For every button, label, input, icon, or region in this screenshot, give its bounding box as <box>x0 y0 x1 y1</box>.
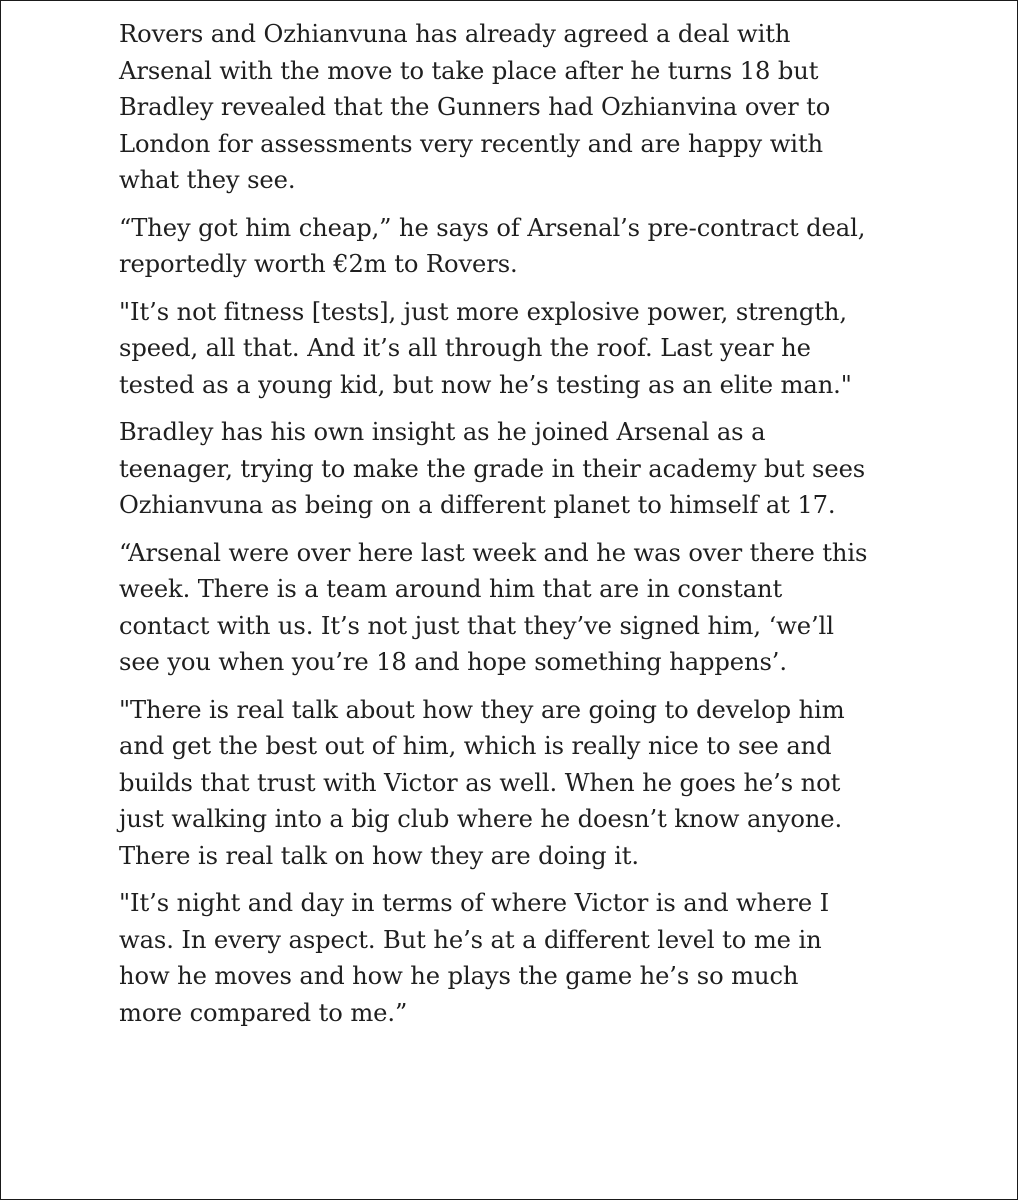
line: Bradley has his own insight as he joined Arsenal as a <box>119 418 766 446</box>
line: Rovers and Ozhianvuna has already agreed a deal with <box>119 20 791 48</box>
paragraph-2 <box>119 210 899 283</box>
line: teenager, trying to make the grade in their academy but sees <box>119 454 866 483</box>
line: There is real talk on how they are doing it. <box>119 841 639 870</box>
line: Ozhianvuna as being on a different planet to himself at 17. <box>119 491 836 519</box>
line: “They got him cheap,” he says of Arsenal’s pre-contract deal, <box>119 213 866 242</box>
paragraph-4 <box>119 414 899 524</box>
line: just walking into a big club where he doesn’t know anyone. <box>119 805 843 833</box>
line: "It’s not fitness [tests], just more explosive power, strength, <box>119 297 847 326</box>
paragraph-5 <box>119 535 899 681</box>
line: builds that trust with Victor as well. When he goes he’s not <box>119 768 841 797</box>
paragraph-6 <box>119 692 899 875</box>
line: speed, all that. And it’s all through the roof. Last year he <box>119 334 811 362</box>
line: "There is real talk about how they are going to develop him <box>119 695 845 724</box>
line: reportedly worth €2m to Rovers. <box>119 250 518 278</box>
line: contact with us. It’s not just that they’ve signed him, ‘we’ll <box>119 611 834 640</box>
article-body <box>119 16 899 1042</box>
line: week. There is a team around him that are in constant <box>119 575 783 603</box>
paragraph-1 <box>119 16 899 199</box>
line: was. In every aspect. But he’s at a different level to me in <box>119 925 822 954</box>
line: London for assessments very recently and are happy with <box>119 129 824 158</box>
line: Bradley revealed that the Gunners had Ozhianvina over to <box>119 93 831 121</box>
line: "It’s night and day in terms of where Victor is and where I <box>119 889 830 917</box>
paragraph-3 <box>119 294 899 404</box>
line: tested as a young kid, but now he’s testing as an elite man." <box>119 370 852 399</box>
line: what they see. <box>119 166 296 194</box>
line: more compared to me.” <box>119 998 408 1027</box>
line: how he moves and how he plays the game he’s so much <box>119 962 799 990</box>
line: and get the best out of him, which is really nice to see and <box>119 732 832 760</box>
line: Arsenal with the move to take place after he turns 18 but <box>119 56 819 85</box>
paragraph-7 <box>119 885 899 1031</box>
line: “Arsenal were over here last week and he was over there this <box>119 538 868 567</box>
line: see you when you’re 18 and hope something happens’. <box>119 648 787 676</box>
